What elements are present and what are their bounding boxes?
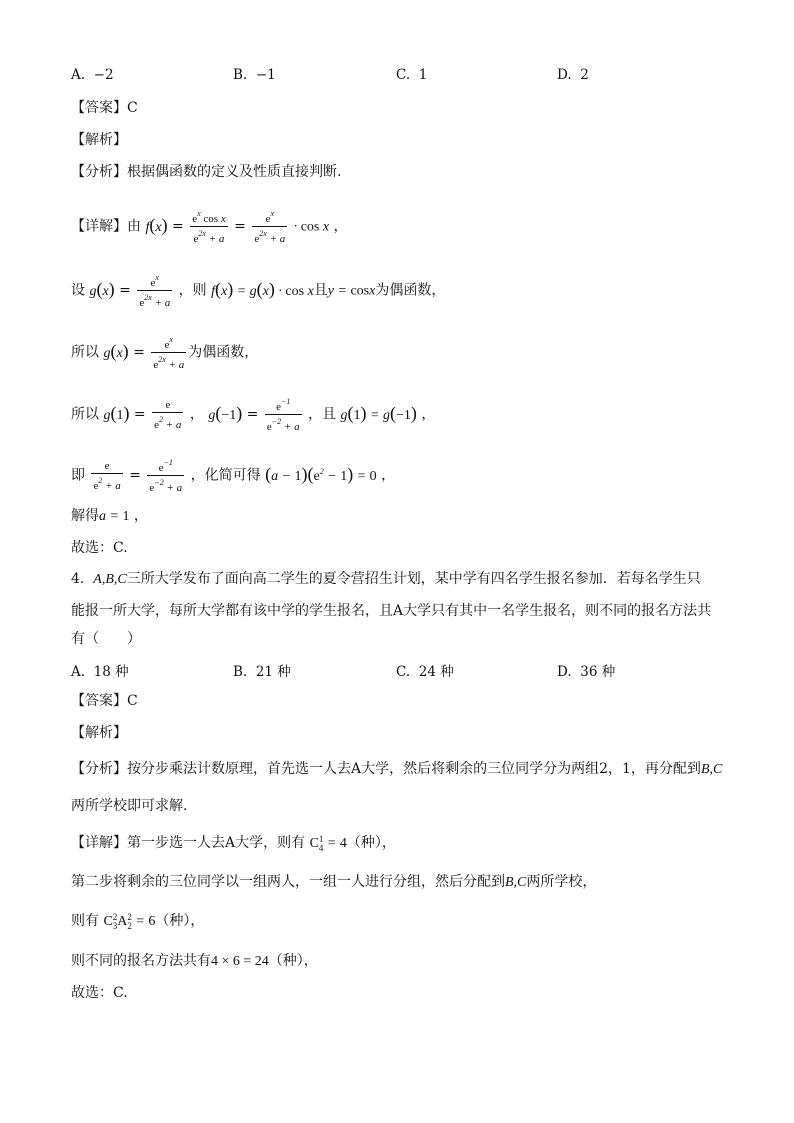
q4-detail-step1: 【详解】第一步选一人去A大学，则有 C 1 4 = 4（种）， bbox=[71, 834, 396, 853]
q3-option-b: B. −1 bbox=[233, 67, 276, 83]
fraction: $\frac{e^{-1}}{e^{-2} + a}$ bbox=[149, 458, 183, 494]
q3-option-d: D. 2 bbox=[557, 67, 589, 83]
q3-detail-step6: 解得a = 1 ， bbox=[71, 508, 148, 524]
q3-analysis: 【分析】根据偶函数的定义及性质直接判断. bbox=[71, 164, 342, 180]
q3-conclusion: 故选：C. bbox=[71, 540, 128, 556]
q4-analysis-line2: 两所学校即可求解. bbox=[71, 798, 188, 814]
q3-detail-step3: 所以 g(x) = $\frac{e^x}{e^{2x} + a}$ 为偶函数， bbox=[71, 335, 259, 371]
q3-detail-step5: 即 $\frac{e}{e^2 + a}$ = $\frac{e^{-1}}{e^{-2} + a}$ ，化简可得 $(a - 1)(e^2 - 1) = 0$ ， bbox=[71, 458, 396, 494]
q4-stem-line2: 能报一所大学，每所大学都有该中学的学生报名，且A大学只有其中一名学生报名，则不同的报名方法共 bbox=[71, 603, 712, 619]
q4-detail-step4: 则不同的报名方法共有4 × 6 = 24（种）， bbox=[71, 953, 318, 969]
q3-option-a: A. −2 bbox=[71, 67, 114, 83]
q4-jiexi-heading: 【解析】 bbox=[71, 725, 127, 741]
q4-option-c: C. 24 种 bbox=[396, 664, 454, 680]
q3-jiexi-heading: 【解析】 bbox=[71, 132, 127, 148]
q4-stem-line3: 有（ ） bbox=[71, 631, 141, 647]
q3-option-c: C. 1 bbox=[396, 67, 428, 83]
q4-conclusion: 故选：C. bbox=[71, 985, 128, 1001]
q4-option-a: A. 18 种 bbox=[71, 664, 129, 680]
q3-detail-step2: 设 g(x) = $\frac{e^x}{e^{2x} + a}$ ，则 f(x) = g(x) · cos x且y = cosx为偶函数， bbox=[71, 273, 446, 309]
fraction: $\frac{e^x}{e^{2x} + a}$ bbox=[254, 209, 286, 245]
q3-detail-step4: 所以 g(1) = $\frac{e}{e^2 + a}$ ， g(−1) = $\frac{e^{-1}}{e^{-2} + a}$ ，且 g(1) = g(−1) ， bbox=[71, 397, 436, 433]
q3-answer: 【答案】C bbox=[71, 100, 138, 116]
q4-option-b: B. 21 种 bbox=[233, 664, 291, 680]
fraction: $\frac{e^x}{e^{2x} + a}$ bbox=[153, 335, 185, 371]
q4-answer: 【答案】C bbox=[71, 693, 138, 709]
q3-detail-step1: 【详解】由 f(x) = $\frac{e^x \cos x}{e^{2x} + a}$ = $\frac{e^x}{e^{2x} + a}$ · cos x ， bbox=[71, 209, 348, 245]
fraction: $\frac{e}{e^2 + a}$ bbox=[93, 459, 121, 492]
q4-option-d: D. 36 种 bbox=[557, 664, 616, 680]
q4-detail-step2: 第二步将剩余的三位同学以一组两人，一组一人进行分组，然后分配到B,C两所学校， bbox=[71, 874, 597, 890]
fraction: $\frac{e^{-1}}{e^{-2} + a}$ bbox=[266, 397, 300, 433]
fraction: $\frac{e^x \cos x}{e^{2x} + a}$ bbox=[192, 209, 226, 245]
q4-analysis-line1: 【分析】按分步乘法计数原理，首先选一人去A大学，然后将剩余的三位同学分为两组2，1，再分配到B,C bbox=[71, 761, 723, 777]
q4-detail-step3: 则有 C 2 3 A 2 2 = 6（种）， bbox=[71, 912, 205, 931]
fraction: $\frac{e^x}{e^{2x} + a}$ bbox=[139, 273, 171, 309]
fraction: $\frac{e}{e^2 + a}$ bbox=[154, 398, 182, 431]
q4-stem-line1: 4. A,B,C三所大学发布了面向高二学生的夏令营招生计划，某中学有四名学生报名参加．若每名学生只 bbox=[71, 571, 701, 587]
